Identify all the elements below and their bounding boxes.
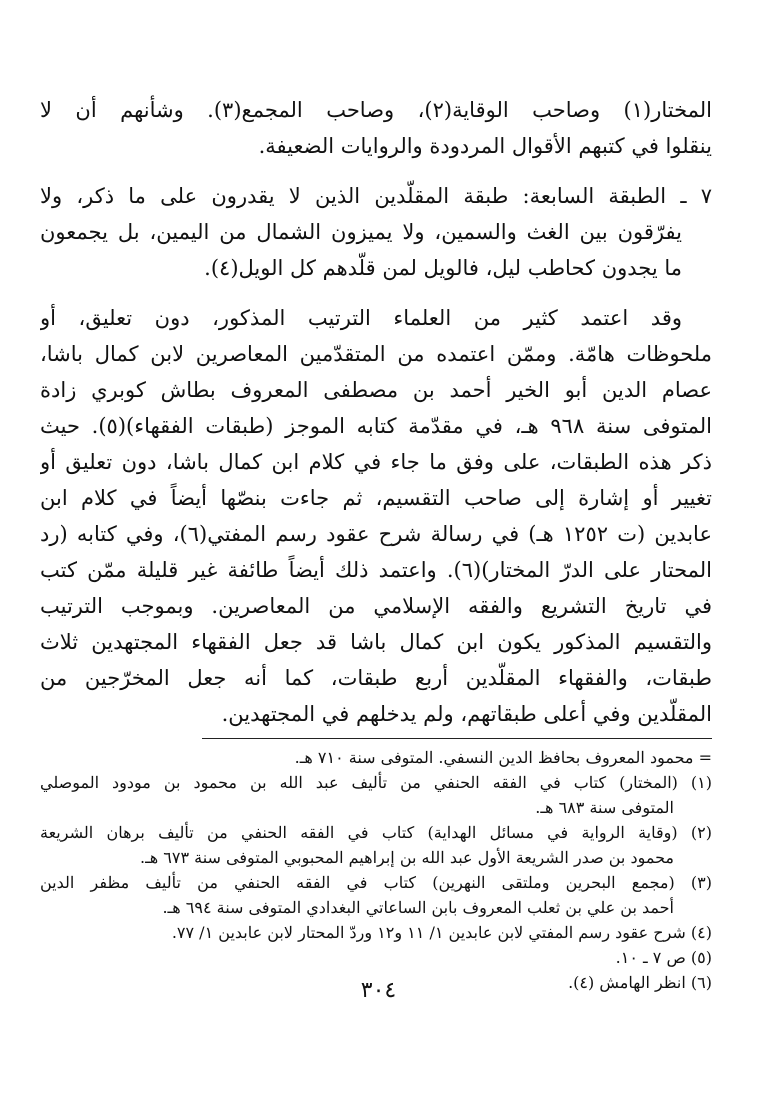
body-line: وقد اعتمد كثير من العلماء الترتيب المذكور، دون تعليق، أو [40,306,682,330]
body-line: المختار(١) وصاحب الوقاية(٢)، وصاحب المجمع(٣). وشأنهم أن لا [40,98,712,122]
footnote-line: محمود بن صدر الشريعة الأول عبد الله بن إبراهيم المحبوبي المتوفى سنة ٦٧٣ هـ. [139,848,674,867]
body-line: ما يجدون كحاطب ليل، فالويل لمن قلّدهم كل الويل(٤). [204,256,682,280]
body-line: طبقات، والفقهاء المقلّدين أربع طبقات، كما أنه جعل المخرّجين من [40,666,712,690]
body-line: المحتار على الدرّ المختار)(٦). واعتمد ذلك أيضاً طائفة غير قليلة ممّن كتب [40,558,712,582]
body-line: ذكر هذه الطبقات، على وفق ما جاء في كلام ابن كمال باشا، دون تعليق أو [40,450,712,474]
footnote-line: (٣) (مجمع البحرين وملتقى النهرين) كتاب في الفقه الحنفي من تأليف مظفر الدين [40,873,712,892]
footnote-line: (٦) انظر الهامش (٤). [568,973,712,992]
body-line: تغيير أو إشارة إلى صاحب التقسيم، ثم جاءت بنصّها أيضاً في كلام ابن [40,486,712,510]
page-body [40,92,712,995]
body-line: ملحوظات هامّة. وممّن اعتمده من المتقدّمين المعاصرين لابن كمال باشا، [40,342,712,366]
footnote-line: = محمود المعروف بحافظ الدين النسفي. المتوفى سنة ٧١٠ هـ. [294,748,712,767]
body-line: ٧ ـ الطبقة السابعة: طبقة المقلّدين الذين لا يقدرون على ما ذكر، ولا [40,184,712,208]
body-line: عصام الدين أبو الخير أحمد بن مصطفى المعروف بطاش كوبري زادة [40,378,712,402]
footnote-divider [202,738,712,739]
footnote-line: (١) (المختار) كتاب في الفقه الحنفي من تأليف عبد الله بن محمود بن مودود الموصلي [40,773,712,792]
footnote-line: (٤) شرح عقود رسم المفتي لابن عابدين ١/ ١١ و١٢ وردّ المحتار لابن عابدين ١/ ٧٧. [171,923,712,942]
body-line: المقلّدين وفي أعلى طبقاتهم، ولم يدخلهم في المجتهدين. [221,702,712,726]
page-number: ٣٠٤ [360,978,397,1003]
body-line: والتقسيم المذكور يكون ابن كمال باشا قد جعل الفقهاء المجتهدين ثلاث [40,630,712,654]
body-line: في تاريخ التشريع والفقه الإسلامي من المعاصرين. وبموجب الترتيب [40,594,712,618]
body-line: يفرّقون بين الغث والسمين، ولا يميزون الشمال من اليمين، بل يجمعون [40,220,682,244]
footnote-line: أحمد بن علي بن ثعلب المعروف بابن الساعاتي البغدادي المتوفى سنة ٦٩٤ هـ. [162,898,674,917]
footnote-line: (٥) ص ٧ ـ ١٠. [615,948,712,967]
footnote-line: المتوفى سنة ٦٨٣ هـ. [535,798,674,817]
body-line: عابدين (ت ١٢٥٢ هـ) في رسالة شرح عقود رسم المفتي(٦)، وفي كتابه (رد [40,522,712,546]
body-line: ينقلوا في كتبهم الأقوال المردودة والروايات الضعيفة. [258,134,712,158]
footnote-line: (٢) (وقاية الرواية في مسائل الهداية) كتاب في الفقه الحنفي من تأليف برهان الشريعة [40,823,712,842]
body-line: المتوفى سنة ٩٦٨ هـ، في مقدّمة كتابه الموجز (طبقات الفقهاء)(٥). حيث [40,414,712,438]
